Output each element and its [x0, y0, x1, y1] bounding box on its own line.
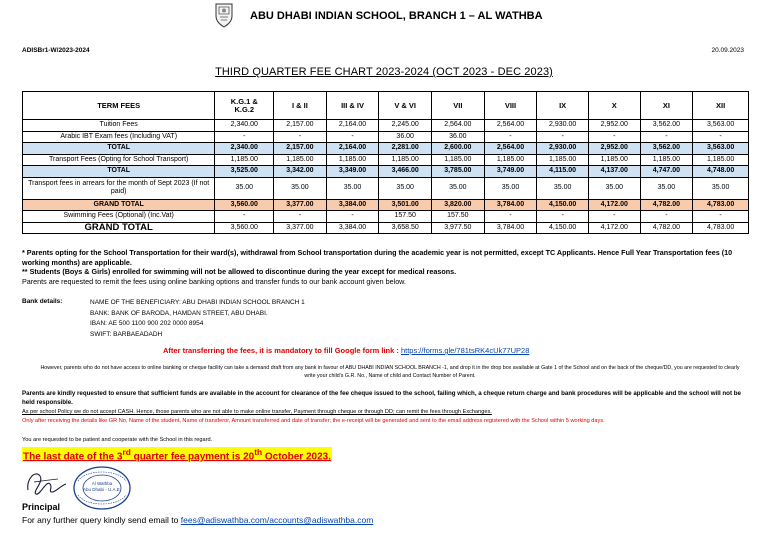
fee-cell: 2,164.00 — [326, 143, 379, 155]
sufficient-funds-note: Parents are kindly requested to ensure that sufficient funds are available in the account for clearance of the fee cheque issued to the school, failing which, a cheque return charge and bank procedures will be applicable and the school will not be held responsible. — [22, 390, 741, 406]
column-header: X — [588, 92, 640, 120]
fee-cell: 157.50 — [379, 211, 432, 223]
column-header: I & II — [274, 92, 327, 120]
fee-cell: 3,501.00 — [379, 199, 432, 211]
fee-cell: 3,785.00 — [432, 166, 485, 178]
fee-table — [22, 91, 749, 234]
fee-cell: 1,185.00 — [215, 154, 274, 166]
fee-cell: 4,150.00 — [537, 222, 589, 234]
fee-cell: 3,977.50 — [432, 222, 485, 234]
term-fees-header: TERM FEES — [23, 92, 215, 120]
fee-cell: 35.00 — [326, 177, 379, 199]
fee-cell: 2,340.00 — [215, 143, 274, 155]
contact-email-link[interactable]: fees@adiswathba.com/accounts@adiswathba.com — [180, 515, 374, 525]
fee-cell: 2,564.00 — [432, 120, 485, 132]
google-form-link[interactable]: https://forms.gle/781tsRK4cUk77UP28 — [400, 346, 530, 355]
fee-cell: 1,185.00 — [326, 154, 379, 166]
fee-cell: 3,560.00 — [215, 199, 274, 211]
column-header: VII — [432, 92, 485, 120]
fee-cell: 3,466.00 — [379, 166, 432, 178]
fee-cell: 1,185.00 — [537, 154, 589, 166]
fee-notes — [22, 248, 752, 286]
fee-cell: 3,384.00 — [326, 199, 379, 211]
stamp-text: Al Wathba Abu Dhabi - U.A.E. — [82, 481, 122, 492]
fee-cell: 35.00 — [432, 177, 485, 199]
beneficiary-name: NAME OF THE BENEFICIARY: ABU DHABI INDIAN SCHOOL BRANCH 1 — [90, 299, 305, 306]
fee-cell: 1,185.00 — [484, 154, 537, 166]
fee-cell: - — [215, 131, 274, 143]
fee-cell: 36.00 — [432, 131, 485, 143]
swift-code: SWIFT: BARBAEADADH — [90, 330, 163, 338]
fee-cell: 35.00 — [640, 177, 693, 199]
bank-name: BANK: BANK OF BARODA, HAMDAN STREET, ABU DHABI. — [90, 309, 268, 317]
fee-cell: - — [537, 211, 589, 223]
school-name: ABU DHABI INDIAN SCHOOL, BRANCH 1 – AL WATHBA — [250, 10, 543, 22]
fee-cell: 35.00 — [274, 177, 327, 199]
fee-cell: 3,563.00 — [693, 143, 749, 155]
fee-cell: 4,137.00 — [588, 166, 640, 178]
fee-table-body — [23, 120, 749, 234]
fee-cell: - — [326, 211, 379, 223]
fee-cell: - — [274, 211, 327, 223]
fee-row — [23, 177, 749, 199]
fee-row-label: Transport Fees (Opting for School Transport) — [23, 154, 215, 166]
fee-cell: 3,525.00 — [215, 166, 274, 178]
fee-row-label: Swimming Fees (Optional) (Inc.Vat) — [23, 211, 215, 223]
fee-cell: 157.50 — [432, 211, 485, 223]
fee-cell: 1,185.00 — [379, 154, 432, 166]
fee-cell: 1,185.00 — [693, 154, 749, 166]
fee-cell: 2,564.00 — [484, 120, 537, 132]
fee-cell: 4,783.00 — [693, 222, 749, 234]
fee-cell: 35.00 — [484, 177, 537, 199]
fee-cell: - — [640, 131, 693, 143]
fee-cell: - — [484, 131, 537, 143]
fee-cell: 3,377.00 — [274, 222, 327, 234]
fee-cell: 2,281.00 — [379, 143, 432, 155]
fee-row — [23, 166, 749, 178]
fee-cell: 35.00 — [379, 177, 432, 199]
fee-cell: 2,340.00 — [215, 120, 274, 132]
fee-cell: 3,749.00 — [484, 166, 537, 178]
fee-cell: 4,172.00 — [588, 199, 640, 211]
column-header: XII — [693, 92, 749, 120]
fee-row-label: TOTAL — [23, 166, 215, 178]
fee-cell: - — [588, 131, 640, 143]
swimming-note: ** Students (Boys & Girls) enrolled for swimming will not be allowed to discontinue during the year except for medical reasons. — [22, 267, 457, 276]
fee-cell: 4,115.00 — [537, 166, 589, 178]
fee-row — [23, 211, 749, 223]
fee-cell: 2,564.00 — [484, 143, 537, 155]
e-receipt-note: Only after receiving the details like GR No, Name of the student, Name of transferor, Amount transferred and date of transfer; the e-receipt will be generated and sent to the email address registered with the School within 5 working days. — [22, 418, 605, 424]
fee-cell: 1,185.00 — [588, 154, 640, 166]
bank-details-label: Bank details: — [22, 298, 63, 305]
fee-cell: 35.00 — [215, 177, 274, 199]
fee-cell: 2,952.00 — [588, 120, 640, 132]
fee-row — [23, 120, 749, 132]
fee-cell: 2,930.00 — [537, 143, 589, 155]
fee-cell: 2,952.00 — [588, 143, 640, 155]
fee-cell: - — [537, 131, 589, 143]
principal-signature — [22, 468, 70, 498]
patience-note: You are requested to be patient and cooperate with the School in this regard. — [22, 437, 213, 443]
cheque-dd-note: However, parents who do not have access to online banking or cheque facility can take a demand draft from any bank in favour of ABU DHABI INDIAN SCHOOL BRANCH -1, and drop it in the drop box available at Gate 1 of the School and on the back of the cheque/DD, you are requested to clearly write your child’s G.R. No., Name of child and Contact Number of Parent. — [40, 365, 740, 379]
column-header: V & VI — [379, 92, 432, 120]
iban-number: IBAN: AE 500 1100 900 202 0000 8954 — [90, 320, 204, 327]
fee-row-label: TOTAL — [23, 143, 215, 155]
fee-cell: 2,157.00 — [274, 120, 327, 132]
fee-row-label: Transport fees in arrears for the month of Sept 2023 (If not paid) — [23, 177, 215, 199]
fee-cell: - — [693, 131, 749, 143]
fee-cell: 35.00 — [693, 177, 749, 199]
fee-cell: - — [274, 131, 327, 143]
fee-table-header — [23, 92, 749, 120]
fee-cell: 3,820.00 — [432, 199, 485, 211]
fee-cell: 3,562.00 — [640, 120, 693, 132]
query-text: For any further query kindly send email to — [22, 515, 181, 525]
column-header: IX — [537, 92, 589, 120]
fee-cell: 2,164.00 — [326, 120, 379, 132]
fee-cell: 4,782.00 — [640, 222, 693, 234]
fee-row-label: GRAND TOTAL — [23, 199, 215, 211]
column-header: III & IV — [326, 92, 379, 120]
fee-cell: 1,185.00 — [640, 154, 693, 166]
fee-cell: 4,748.00 — [693, 166, 749, 178]
bank-details — [90, 298, 305, 340]
fee-cell: 3,377.00 — [274, 199, 327, 211]
fee-row — [23, 154, 749, 166]
fee-row-label: Arabic IBT Exam fees (Including VAT) — [23, 131, 215, 143]
fee-cell: 4,150.00 — [537, 199, 589, 211]
fee-row — [23, 222, 749, 234]
remit-note: Parents are requested to remit the fees using online banking options and transfer funds to our bank account given below. — [22, 276, 406, 286]
google-form-text: After transferring the fees, it is mandatory to fill Google form link : — [163, 346, 399, 355]
google-form-instruction — [163, 346, 529, 355]
fee-row — [23, 199, 749, 211]
fee-cell: - — [640, 211, 693, 223]
fee-chart-title: THIRD QUARTER FEE CHART 2023-2024 (OCT 2023 - DEC 2023) — [215, 66, 553, 78]
fee-cell: - — [326, 131, 379, 143]
fee-cell: 3,658.50 — [379, 222, 432, 234]
fee-row — [23, 131, 749, 143]
fee-cell: 35.00 — [588, 177, 640, 199]
column-header: K.G.1 & K.G.2 — [215, 92, 274, 120]
fee-cell: 4,782.00 — [640, 199, 693, 211]
fee-cell: 2,245.00 — [379, 120, 432, 132]
reference-number: ADISBr1-W/2023-2024 — [22, 47, 90, 54]
fee-cell: 1,185.00 — [432, 154, 485, 166]
column-header: XI — [640, 92, 693, 120]
fee-cell: 3,349.00 — [326, 166, 379, 178]
contact-query — [22, 515, 373, 525]
fee-cell: 36.00 — [379, 131, 432, 143]
fee-cell: 3,563.00 — [693, 120, 749, 132]
fee-cell: 1,185.00 — [274, 154, 327, 166]
fee-cell: 3,562.00 — [640, 143, 693, 155]
fee-cell: 2,930.00 — [537, 120, 589, 132]
fee-cell: 2,600.00 — [432, 143, 485, 155]
fee-cell: - — [588, 211, 640, 223]
fee-row-label: GRAND TOTAL — [23, 222, 215, 234]
fee-row-label: Tuition Fees — [23, 120, 215, 132]
column-header: VIII — [484, 92, 537, 120]
fee-cell: 3,384.00 — [326, 222, 379, 234]
fee-cell: 35.00 — [537, 177, 589, 199]
fee-cell: 3,784.00 — [484, 222, 537, 234]
fee-cell: 3,560.00 — [215, 222, 274, 234]
fee-row — [23, 143, 749, 155]
fee-cell: 4,783.00 — [693, 199, 749, 211]
fee-cell: - — [693, 211, 749, 223]
transport-note: * Parents opting for the School Transportation for their ward(s), withdrawal from School transportation during the academic year is not permitted, except TC Applicants. Hence Full Year Transportation fees (10 working months) are applicable. — [22, 248, 733, 267]
fee-cell: 3,342.00 — [274, 166, 327, 178]
document-date: 20.09.2023 — [711, 47, 744, 54]
fee-cell: - — [484, 211, 537, 223]
principal-label: Principal — [22, 502, 61, 512]
fee-cell: 4,747.00 — [640, 166, 693, 178]
fee-cell: - — [215, 211, 274, 223]
fee-cell: 2,157.00 — [274, 143, 327, 155]
fee-cell: 4,172.00 — [588, 222, 640, 234]
fee-cell: 3,784.00 — [484, 199, 537, 211]
school-crest-logo — [213, 2, 235, 28]
cash-policy-note: As per school Policy we do not accept CASH. Hence, those parents who are not able to make online transfer, Payment through cheque or through DD; can remit the fees through Exchanges. — [22, 409, 492, 415]
last-date-notice: The last date of the 3rd quarter fee payment is 20th October 2023. — [23, 447, 331, 463]
